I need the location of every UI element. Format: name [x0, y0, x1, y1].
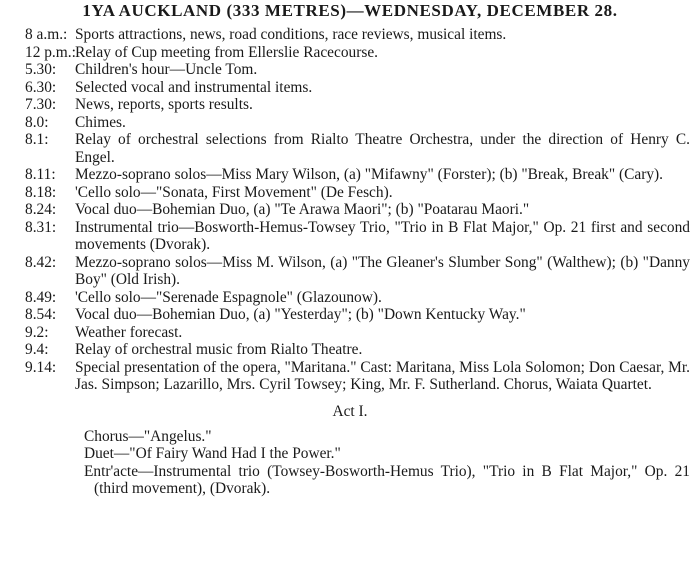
entry-text: News, reports, sports results.: [75, 96, 253, 113]
entry-text: Chimes.: [75, 113, 126, 131]
programme-list: [0, 26, 700, 498]
programme-entry: [0, 201, 700, 219]
entry-time: 8.31:: [25, 218, 57, 236]
programme-entry: [0, 166, 700, 184]
entry-text: Vocal duo—Bohemian Duo, (a) "Te Arawa Maori"; (b) "Poatarau Maori.": [75, 201, 530, 218]
programme-entry: [0, 96, 700, 114]
entry-text: Special presentation of the opera, "Maritana." Cast: Maritana, Miss Lola Solomon; Don Caesar, Mr. Jas. Simpson; Lazarillo, Mrs. Cyril Towsey; King, Mr. F. Sutherland. Chorus, Waiata Quartet.: [75, 358, 690, 393]
programme-entry: [0, 324, 700, 342]
programme-entry: [0, 254, 700, 289]
entry-time: 9.2:: [25, 323, 49, 341]
act-heading: Act I.: [332, 402, 368, 420]
entry-time: 8 a.m.:: [25, 26, 68, 43]
entry-time: 8.0:: [25, 113, 49, 131]
programme-entry: [0, 114, 700, 132]
programme-entry: [0, 79, 700, 97]
entry-time: 8.49:: [25, 288, 57, 306]
entry-text: 'Cello solo—"Serenade Espagnole" (Glazounow).: [75, 288, 382, 306]
entry-text: Relay of orchestral music from Rialto Theatre.: [75, 341, 363, 358]
entry-time: 8.18:: [25, 183, 57, 201]
programme-entry: [0, 359, 700, 394]
programme-entry: [0, 61, 700, 79]
entry-text: Relay of orchestral selections from Rialto Theatre Orchestra, under the direction of Henry C. Engel.: [75, 131, 690, 166]
programme-entry: [0, 306, 700, 324]
entry-text: Vocal duo—Bohemian Duo, (a) "Yesterday"; (b) "Down Kentucky Way.": [75, 306, 526, 323]
entry-time: 8.1:: [25, 131, 49, 148]
act-item: Duet—"Of Fairy Wand Had I the Power.": [84, 445, 341, 462]
entry-text: Mezzo-soprano solos—Miss Mary Wilson, (a) "Mifawny" (Forster); (b) "Break, Break" (Cary).: [75, 166, 663, 183]
entry-text: Weather forecast.: [75, 323, 183, 341]
entry-time: 8.24:: [25, 201, 57, 218]
programme-entry: [0, 184, 700, 202]
entry-text: 'Cello solo—"Sonata, First Movement" (De Fesch).: [75, 183, 393, 201]
entry-time: 9.14:: [25, 358, 57, 376]
act-item: Entr'acte—Instrumental trio (Towsey-Bosworth-Hemus Trio), "Trio in B Flat Major," Op. 21 (third movement), (Dvorak).: [84, 462, 690, 497]
entry-time: 8.11:: [25, 166, 56, 183]
entry-text: Mezzo-soprano solos—Miss M. Wilson, (a) "The Gleaner's Slumber Song" (Walthew); (b) "Danny Boy" (Old Irish).: [75, 253, 690, 288]
entry-text: Relay of Cup meeting from Ellerslie Racecourse.: [75, 43, 379, 61]
entry-text: Selected vocal and instrumental items.: [75, 78, 313, 96]
entry-time: 8.54:: [25, 306, 57, 323]
programme-entry: [0, 341, 700, 359]
programme-entry: [0, 219, 700, 254]
entry-time: 9.4:: [25, 341, 49, 358]
entry-time: 8.42:: [25, 253, 57, 271]
entry-text: Instrumental trio—Bosworth-Hemus-Towsey Trio, "Trio in B Flat Major," Op. 21 first and second movements (Dvorak).: [75, 218, 690, 253]
entry-time: 6.30:: [25, 78, 57, 96]
entry-text: Children's hour—Uncle Tom.: [75, 61, 258, 78]
entry-time: 12 p.m.:: [25, 43, 76, 61]
programme-entry: [0, 26, 700, 44]
programme-entry: [0, 44, 700, 62]
programme-entry: [0, 289, 700, 307]
station-heading: 1YA AUCKLAND (333 METRES)—WEDNESDAY, DECEMBER 28.: [82, 1, 618, 20]
programme-entry: [0, 131, 700, 166]
entry-time: 5.30:: [25, 61, 57, 78]
entry-text: Sports attractions, news, road conditions, race reviews, musical items.: [75, 26, 507, 43]
entry-time: 7.30:: [25, 96, 57, 113]
act-item: Chorus—"Angelus.": [84, 427, 212, 445]
